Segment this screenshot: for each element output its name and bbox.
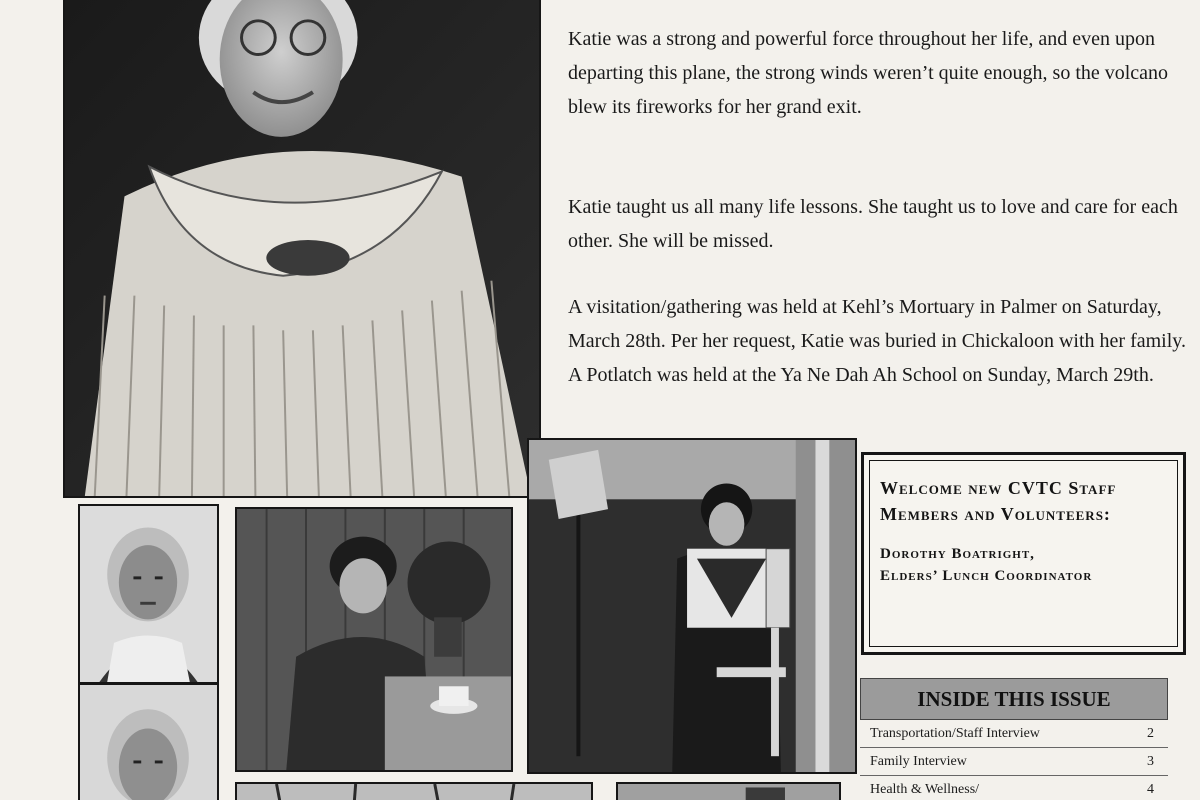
welcome-staff-box — [861, 452, 1186, 655]
article-paragraph-life-lessons: Katie taught us all many life lessons. She taught us to love and care for each other. She will be missed. — [568, 196, 1178, 252]
welcome-staff-title: Welcome new CVTC Staff Members and Volunteers: — [880, 478, 1117, 524]
bottom-right-photo — [616, 782, 841, 800]
welcome-staff-inner-frame — [869, 460, 1178, 647]
headscarf-portrait-photo-top — [78, 504, 219, 684]
article-paragraph-visitation: A visitation/gathering was held at Kehl’s Mortuary in Palmer on Saturday, March 28th. Per her request, Katie was buried in Chickaloon with her family. A Potlatch was held at the Ya Ne Dah Ah School on Sunday, March 29th. — [568, 296, 1186, 386]
outdoor-trees-photo — [235, 782, 593, 800]
toc-item-page: 3 — [1147, 753, 1154, 769]
toc-row — [860, 720, 1168, 748]
toc-row — [860, 748, 1168, 776]
toc-item-label: Health & Wellness/ — [870, 781, 980, 797]
toc-item-page: 2 — [1147, 725, 1154, 741]
headscarf-portrait-photo-bottom — [78, 683, 219, 800]
toc-item-label: Family Interview — [870, 753, 967, 769]
staff-name: Dorothy Boatright, — [880, 546, 1035, 562]
toc-item-label: Transportation/Staff Interview — [870, 725, 1040, 741]
woman-at-table-photo — [235, 507, 513, 772]
toc-row — [860, 776, 1168, 800]
welcome-staff-entry — [880, 543, 1167, 587]
toc-item-page: 4 — [1147, 781, 1154, 797]
inside-this-issue-panel — [860, 678, 1168, 800]
accordion-player-photo — [527, 438, 857, 774]
staff-role: Elders’ Lunch Coordinator — [880, 568, 1093, 584]
portrait-photo-fringed-dress — [63, 0, 541, 498]
article-paragraph-volcano: Katie was a strong and powerful force throughout her life, and even upon departing this plane, the strong winds weren’t quite enough, so the volcano blew its fireworks for her grand exit. — [568, 28, 1169, 118]
inside-this-issue-heading: INSIDE THIS ISSUE — [860, 678, 1168, 720]
